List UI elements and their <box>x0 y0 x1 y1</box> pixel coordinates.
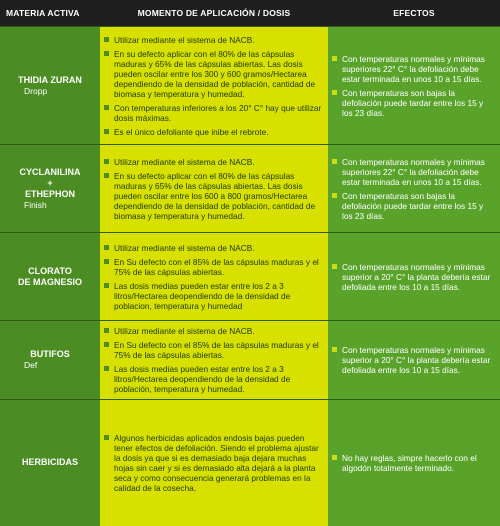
table-row <box>0 233 500 321</box>
efectos-cell <box>328 400 500 526</box>
list-item: Las dosis medias pueden estar entre los 2 a 3 litros/Hectarea deopendiendo de la densidad de población, temperatura y humedad. <box>104 364 322 394</box>
dosis-cell <box>100 321 328 400</box>
table-row <box>0 321 500 400</box>
header-efectos: EFECTOS <box>328 0 500 27</box>
list-item: Con temperaturas normales y mínimas superior a 20° C° la planta debería estar defoliada entre los 10 a 15 días. <box>332 345 494 375</box>
list-item: En Su defecto con el 85% de las cápsulas maduras y el 75% de las cápsulas abiertas. <box>104 340 322 360</box>
materia-activa-cell <box>0 145 100 233</box>
materia-activa-cell <box>0 400 100 526</box>
square-bullet-icon <box>104 259 109 264</box>
square-bullet-icon <box>104 159 109 164</box>
product-name: ETHEPHON <box>24 188 75 199</box>
list-item: Con temperaturas inferiores a los 20° C° hay que utilizar dosis máximas. <box>104 103 322 123</box>
list-item: Utilizar mediante el sistema de NACB. <box>104 326 322 336</box>
square-bullet-icon <box>332 264 337 269</box>
table-row <box>0 27 500 145</box>
product-name: CLORATO <box>28 265 72 276</box>
square-bullet-icon <box>332 455 337 460</box>
square-bullet-icon <box>104 366 109 371</box>
list-item: Utilizar mediante el sistema de NACB. <box>104 157 322 167</box>
dosis-cell <box>100 233 328 321</box>
dosis-cell <box>100 145 328 233</box>
square-bullet-icon <box>332 193 337 198</box>
table-row <box>0 145 500 233</box>
list-item: Con temperaturas son bajas la defoliación puede tardar entre los 15 y los 23 días. <box>332 88 494 118</box>
square-bullet-icon <box>104 105 109 110</box>
list-item: Con temperaturas normales y mínimas superiores 22° C° la defoliación debe estar terminada en unos 10 a 15 días. <box>332 54 494 84</box>
list-item: No hay reglas, simpre hacerlo con el algodón totalmente terminado. <box>332 453 494 473</box>
table-row <box>0 400 500 526</box>
efectos-cell <box>328 321 500 400</box>
product-brand: Def <box>24 360 38 370</box>
list-item: Las dosis medias pueden estar entre los 2 a 3 litros/Hectarea deopendiendo de la densidad de poblacion, temperatura y humedad <box>104 281 322 311</box>
square-bullet-icon <box>104 173 109 178</box>
square-bullet-icon <box>332 56 337 61</box>
product-name: BUTIFOS <box>30 349 70 359</box>
materia-activa-cell <box>0 233 100 321</box>
list-item: Utilizar mediante el sistema de NACB. <box>104 243 322 253</box>
list-item: Utilizar mediante el sistema de NACB. <box>104 35 322 45</box>
dosis-cell <box>100 27 328 145</box>
square-bullet-icon <box>104 245 109 250</box>
header-row <box>0 0 500 27</box>
materia-activa-cell <box>0 321 100 400</box>
materia-activa-cell <box>0 27 100 145</box>
square-bullet-icon <box>104 283 109 288</box>
square-bullet-icon <box>332 347 337 352</box>
header-materia-activa: MATERIA ACTIVA <box>0 0 100 27</box>
product-brand: Finish <box>24 199 47 210</box>
square-bullet-icon <box>332 159 337 164</box>
efectos-cell <box>328 27 500 145</box>
header-momento-dosis: MOMENTO DE APLICACIÓN / DOSIS <box>100 0 328 27</box>
list-item: Es el único defoliante que inibe el rebrote. <box>104 127 322 137</box>
square-bullet-icon <box>104 51 109 56</box>
square-bullet-icon <box>104 342 109 347</box>
product-brand: Dropp <box>24 85 48 96</box>
list-item: Con temperaturas son bajas la defoliación puede tardar entre los 15 y los 23 días. <box>332 191 494 221</box>
square-bullet-icon <box>332 90 337 95</box>
square-bullet-icon <box>104 37 109 42</box>
product-name: CYCLANILINA <box>19 166 81 177</box>
square-bullet-icon <box>104 435 109 440</box>
square-bullet-icon <box>104 328 109 333</box>
efectos-cell <box>328 145 500 233</box>
list-item: En Su defecto con el 85% de las cápsulas maduras y el 75% de las cápsulas abiertas. <box>104 257 322 277</box>
product-name: HERBICIDAS <box>21 457 78 468</box>
efectos-cell <box>328 233 500 321</box>
product-name: THIDIA ZURAN <box>18 74 82 85</box>
dosis-cell <box>100 400 328 526</box>
list-item: Algunos herbicidas aplicados endosis bajas pueden tener efectos de defoliación. Siendo el problema ajustar la dosis ya que si es demasiado baja dejara muchas hojas sin caer y si es demasiado alta dejará a la planta seca y como consecuencia generará problemas en la calidad de la cosecha. <box>104 433 322 493</box>
product-name-plus: + <box>47 177 53 188</box>
list-item: En su defecto aplicar con el 80% de las cápsulas maduras y 65% de las cápsulas abiertas. Las dosis pueden oscilar entre los 300 y 600 gramos/Hectarea dependiendo de la densidad de población, cantidad de biomasa y temperatura y humedad. <box>104 49 322 99</box>
product-name: DE MAGNESIO <box>17 276 82 287</box>
square-bullet-icon <box>104 129 109 134</box>
list-item: Con temperaturas normales y mínimas superior a 20° C° la planta debería estar defoliada entre los 10 a 15 días. <box>332 262 494 292</box>
list-item: En su defecto aplicar con el 80% de las cápsulas maduras y 65% de las cápsulas abiertas. Las dosis pueden oscilar entre los 600 a 800 gramos/Hectarea dependiendo de la densidad de población, cantidad de biomasa y temperatura y humedad. <box>104 171 322 221</box>
list-item: Con temperaturas normales y mínimas superiores 22° C° la defoliación debe estar terminada en unos 10 a 15 días. <box>332 157 494 187</box>
